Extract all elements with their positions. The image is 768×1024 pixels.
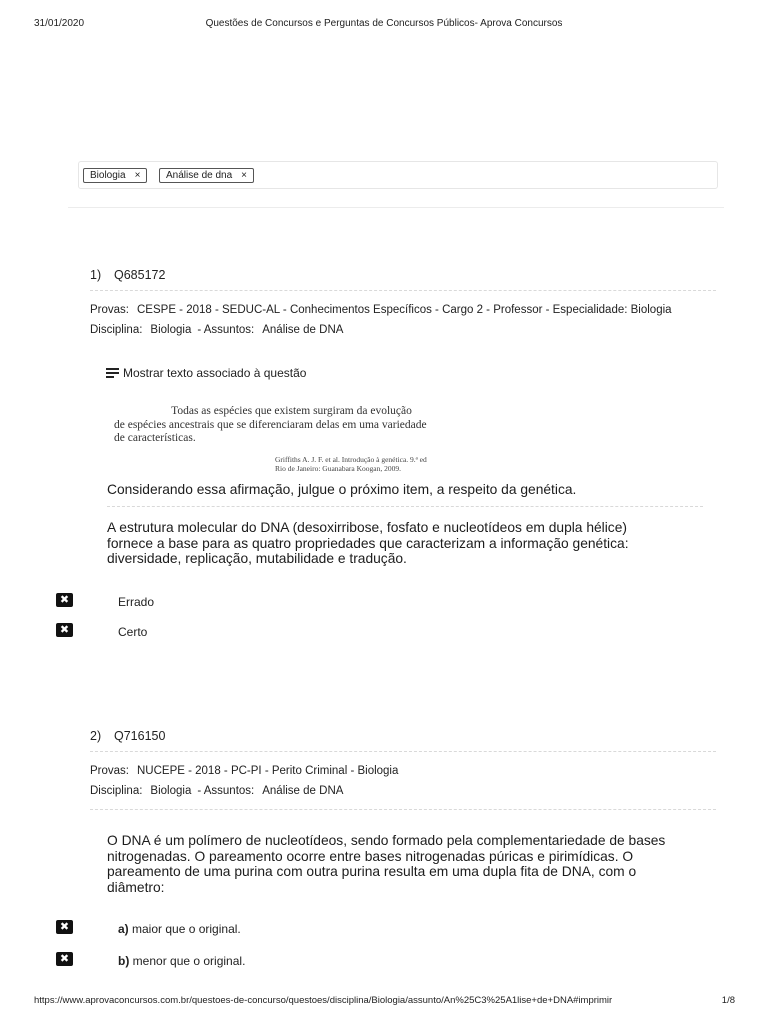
assuntos-label: - Assuntos:	[197, 785, 255, 797]
excerpt-line: de espécies ancestrais que se diferenciaram delas em uma variedade	[114, 418, 427, 431]
statement-line: O DNA é um polímero de nucleotídeos, sendo formado pela complementariedade de bases	[107, 833, 666, 848]
excerpt-line: de características.	[114, 432, 196, 444]
print-page-number: 1/8	[721, 995, 735, 1006]
text-lines-icon	[106, 368, 119, 378]
question-provas	[90, 304, 672, 316]
question-divider	[90, 290, 716, 292]
question-index: 2)	[90, 729, 102, 743]
answer-option-b[interactable]	[118, 954, 245, 968]
answer-option-certo[interactable]	[118, 625, 147, 639]
option-letter: a)	[118, 922, 129, 936]
disciplina-value[interactable]: Biologia	[150, 324, 192, 336]
question-code[interactable]: Q685172	[114, 268, 166, 282]
statement-line: pareamento de uma purina com outra purina resulta em uma dupla fita de DNA, com o	[107, 864, 637, 879]
disciplina-label: Disciplina:	[90, 785, 143, 797]
question-statement	[107, 520, 707, 567]
associated-text-excerpt	[114, 405, 459, 473]
option-letter: b)	[118, 954, 130, 968]
question-code[interactable]: Q716150	[114, 729, 166, 743]
provas-value[interactable]: CESPE - 2018 - SEDUC-AL - Conhecimentos Específicos - Cargo 2 - Professor - Especialidade: Biologia	[137, 304, 672, 316]
question-provas	[90, 765, 398, 777]
remove-filter-icon[interactable]: ×	[241, 170, 248, 181]
question-intro: Considerando essa afirmação, julgue o próximo item, a respeito da genética.	[107, 482, 577, 497]
question-index: 1)	[90, 268, 102, 282]
wrong-mark-icon: ✖	[56, 593, 73, 607]
provas-label: Provas:	[90, 304, 129, 316]
assuntos-label: - Assuntos:	[197, 324, 255, 336]
option-text: menor que o original.	[132, 954, 246, 968]
provas-value[interactable]: NUCEPE - 2018 - PC-PI - Perito Criminal - Biologia	[137, 765, 399, 777]
question-header	[90, 268, 165, 282]
section-divider	[68, 207, 724, 208]
statement-line: diversidade, replicação, mutabilidade e tradução.	[107, 551, 407, 566]
excerpt-line: Todas as espécies que existem surgiram da evolução	[171, 405, 412, 417]
excerpt-citation: Griffiths A. J. F. et al. Introdução à genética. 9.ª ed	[275, 454, 427, 464]
statement-line: nitrogenadas. O pareamento ocorre entre bases nitrogenadas púricas e pirimídicas. O	[107, 848, 634, 864]
question-header	[90, 729, 165, 743]
assuntos-value[interactable]: Análise de DNA	[262, 785, 344, 797]
option-text: Certo	[118, 625, 148, 639]
wrong-mark-icon: ✖	[56, 952, 73, 966]
statement-line: fornece a base para as quatro propriedades que caracterizam a informação genética:	[107, 535, 629, 551]
question-statement	[107, 833, 717, 895]
remove-filter-icon[interactable]: ×	[134, 170, 141, 181]
question-disciplina	[90, 785, 343, 797]
option-text: Errado	[118, 595, 155, 609]
print-date: 31/01/2020	[34, 18, 85, 29]
question-divider	[90, 809, 716, 811]
filter-chip-label: Análise de dna	[166, 170, 233, 181]
question-divider	[107, 506, 703, 508]
statement-line: diâmetro:	[107, 879, 165, 895]
excerpt-citation: Rio de Janeiro: Guanabara Koogan, 2009.	[275, 463, 402, 473]
wrong-mark-icon: ✖	[56, 623, 73, 637]
provas-label: Provas:	[90, 765, 129, 777]
disciplina-value[interactable]: Biologia	[150, 785, 192, 797]
question-divider	[90, 751, 716, 753]
filter-chip-analise-de-dna[interactable]	[159, 168, 254, 183]
disciplina-label: Disciplina:	[90, 324, 143, 336]
wrong-mark-icon: ✖	[56, 920, 73, 934]
print-title: Questões de Concursos e Perguntas de Concursos Públicos- Aprova Concursos	[205, 18, 563, 29]
assuntos-value[interactable]: Análise de DNA	[262, 324, 344, 336]
active-filters-bar	[78, 161, 718, 189]
filter-chip-biologia[interactable]	[83, 168, 147, 183]
question-disciplina	[90, 324, 343, 336]
print-url: https://www.aprovaconcursos.com.br/questoes-de-concurso/questoes/disciplina/Biologia/assunto/An%25C3%25A1lise+de+DNA#imprimir	[34, 995, 613, 1006]
option-text: maior que o original.	[132, 922, 241, 936]
statement-line: A estrutura molecular do DNA (desoxirribose, fosfato e nucleotídeos em dupla hélice)	[107, 520, 627, 535]
answer-option-errado[interactable]	[118, 595, 154, 609]
answer-option-a[interactable]	[118, 922, 241, 936]
filter-chip-label: Biologia	[90, 170, 126, 181]
show-associated-text-button[interactable]	[106, 366, 306, 380]
show-text-label: Mostrar texto associado à questão	[123, 366, 307, 380]
